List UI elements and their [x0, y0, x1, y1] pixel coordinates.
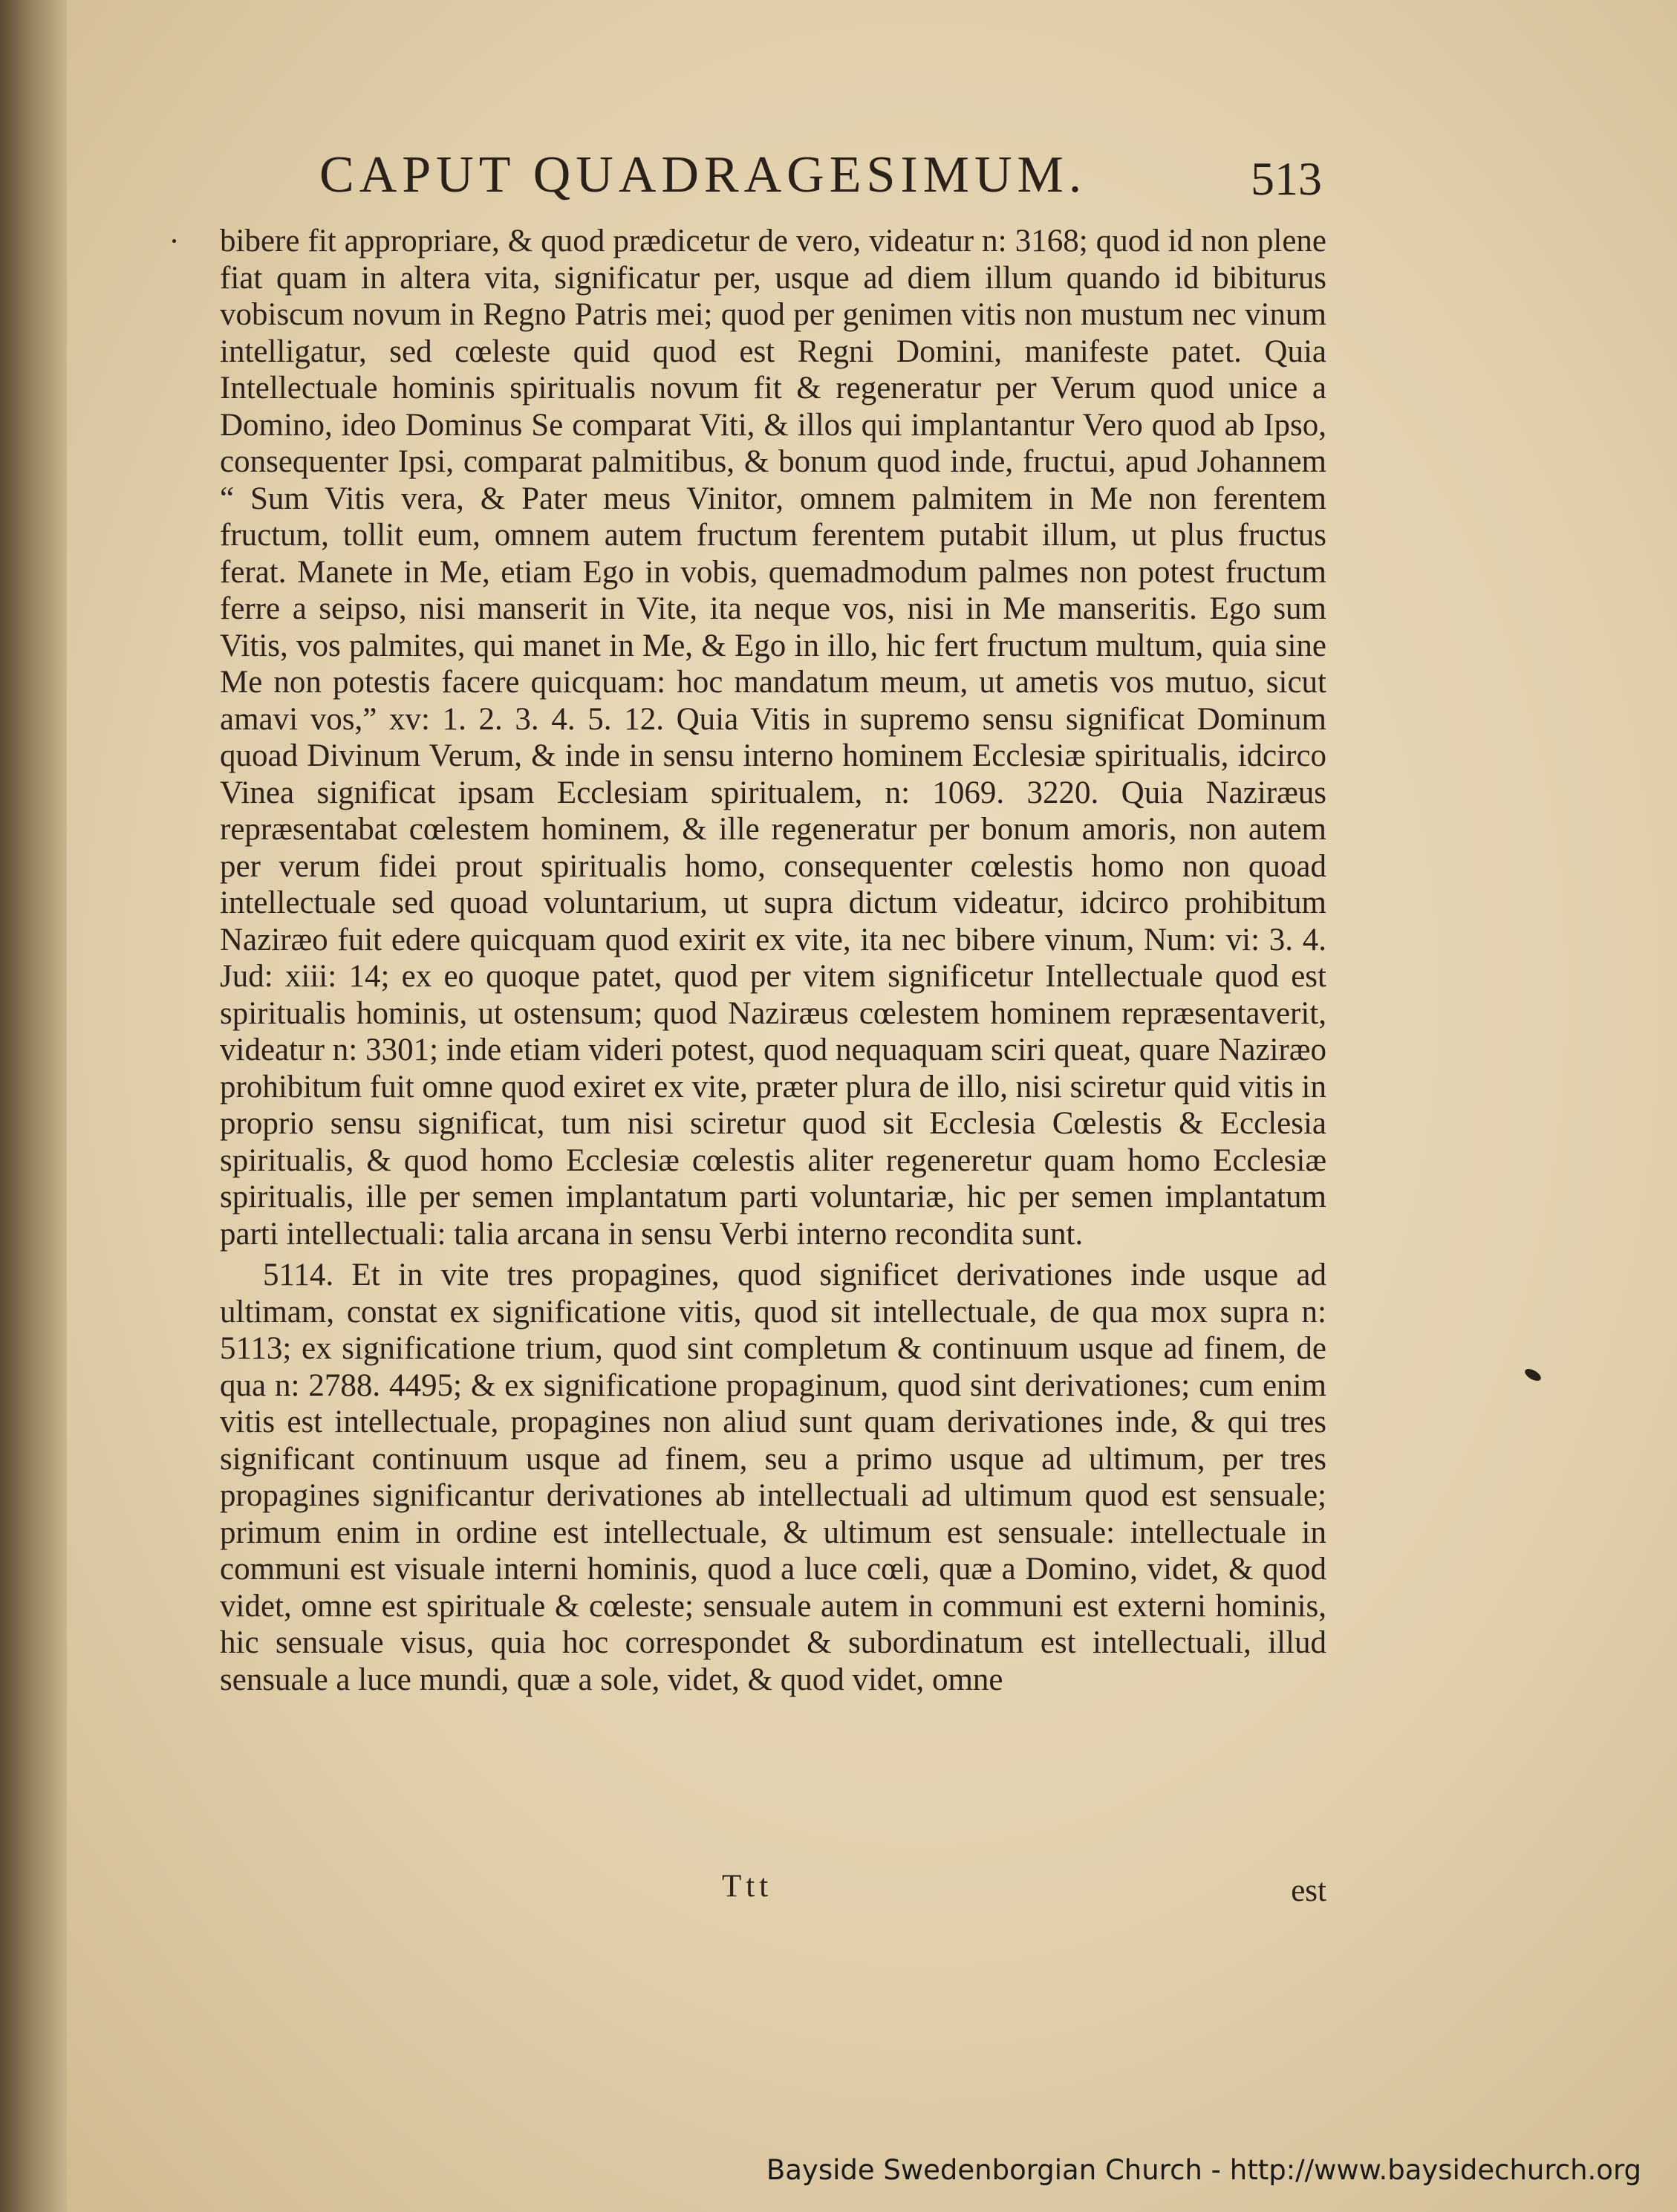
page-header: [319, 146, 1322, 212]
page-gutter-shadow: [0, 0, 67, 2212]
watermark-credit[interactable]: Bayside Swedenborgian Church - http://www.baysidechurch.org: [766, 2154, 1641, 2186]
catchword: est: [1291, 1873, 1326, 1908]
signature-mark: Ttt: [722, 1869, 773, 1904]
paragraph-5114: 5114. Et in vite tres propagines, quod significet derivationes inde usque ad ultimam, constat ex significatione vitis, quod sit intellectuale, de qua mox supra n: 5113; ex significatione trium, quod sint completum & continuum usque ad finem, de qua n: 2788. 4495; & ex significatione propaginum, quod sint derivationes; cum enim vitis est intellectuale, propagines non aliud sunt quam derivationes inde, & qui tres significant continuum usque ad finem, seu a primo usque ad ultimum, per tres propagines significantur derivationes ab intellectuali ad ultimum quod est sensuale; primum enim in ordine est intellectuale, & ultimum est sensuale: intellectuale in communi est visuale interni hominis, quod a luce cœli, quæ a Domino, videt, & quod videt, omne est spirituale & cœleste; sensuale autem in communi est externi hominis, hic sensuale visus, quia hoc correspondet & subordinatum est intellectuali, illud sensuale a luce mundi, quæ a sole, videt, & quod videt, omne: [220, 1258, 1326, 1697]
ink-speck: [1523, 1367, 1543, 1383]
paragraph-continuation: bibere fit appropriare, & quod prædicetur de vero, videatur n: 3168; quod id non plene fiat quam in altera vita, significatur per, usque ad diem illum quando id bibiturus vobiscum novum in Regno Patris mei; quod per genimen vitis non mustum nec vinum intelligatur, sed cœleste quid quod est Regni Domini, manifeste patet. Quia Intellectuale hominis spiritualis novum fit & regeneratur per Verum quod unice a Domino, ideo Dominus Se comparat Viti, & illos qui implantantur Vero quod ab Ipso, consequenter Ipsi, comparat palmitibus, & bonum quod inde, fructui, apud Johannem “ Sum Vitis vera, & Pater meus Vinitor, omnem palmitem in Me non ferentem fructum, tollit eum, omnem autem fructum ferentem putabit illum, ut plus fructus ferat. Manete in Me, etiam Ego in vobis, quemadmodum palmes non potest fructum ferre a seipso, nisi manserit in Vite, ita neque vos, nisi in Me manseritis. Ego sum Vitis, vos palmites, qui manet in Me, & Ego in illo, hic fert fructum multum, quia sine Me non potestis facere quicquam: hoc mandatum meum, ut ametis vos mutuo, sicut amavi vos,” xv: 1. 2. 3. 4. 5. 12. Quia Vitis in supremo sensu significat Dominum quoad Divinum Verum, & inde in sensu interno hominem Ecclesiæ spiritualis, idcirco Vinea significat ipsam Ecclesiam spiritualem, n: 1069. 3220. Quia Naziræus repræsentabat cœlestem hominem, & ille regeneratur per bonum amoris, non autem per verum fidei prout spiritualis homo, consequenter cœlestis homo non quoad intellectuale sed quoad voluntarium, ut supra dictum videatur, idcirco prohibitum Naziræo fuit edere quicquam quod exirit ex vite, ita nec bibere vinum, Num: vi: 3. 4. Jud: xiii: 14; ex eo quoque patet, quod per vitem significetur Intellectuale quod est spiritualis hominis, ut ostensum; quod Naziræus cœlestem hominem repræsentaverit, videatur n: 3301; inde etiam videri potest, quod nequaquam sciri queat, quare Naziræo prohibitum fuit omne quod exiret ex vite, præter plura de illo, nisi sciretur quid vitis in proprio sensu significat, tum nisi sciretur quod sit Ecclesia Cœlestis & Ecclesia spiritualis, & quod homo Ecclesiæ cœlestis aliter regeneretur quam homo Ecclesiæ spiritualis, ille per semen implantatum parti voluntariæ, hic per semen implantatum parti intellectuali: talia arcana in sensu Verbi interno recondita sunt.: [220, 224, 1326, 1252]
running-title: CAPUT QUADRAGESIMUM.: [319, 146, 1087, 204]
body-text: [220, 223, 1326, 1698]
ink-speck: [172, 239, 176, 243]
page-number: 513: [1251, 152, 1322, 205]
page-footer: [220, 1868, 1326, 1913]
